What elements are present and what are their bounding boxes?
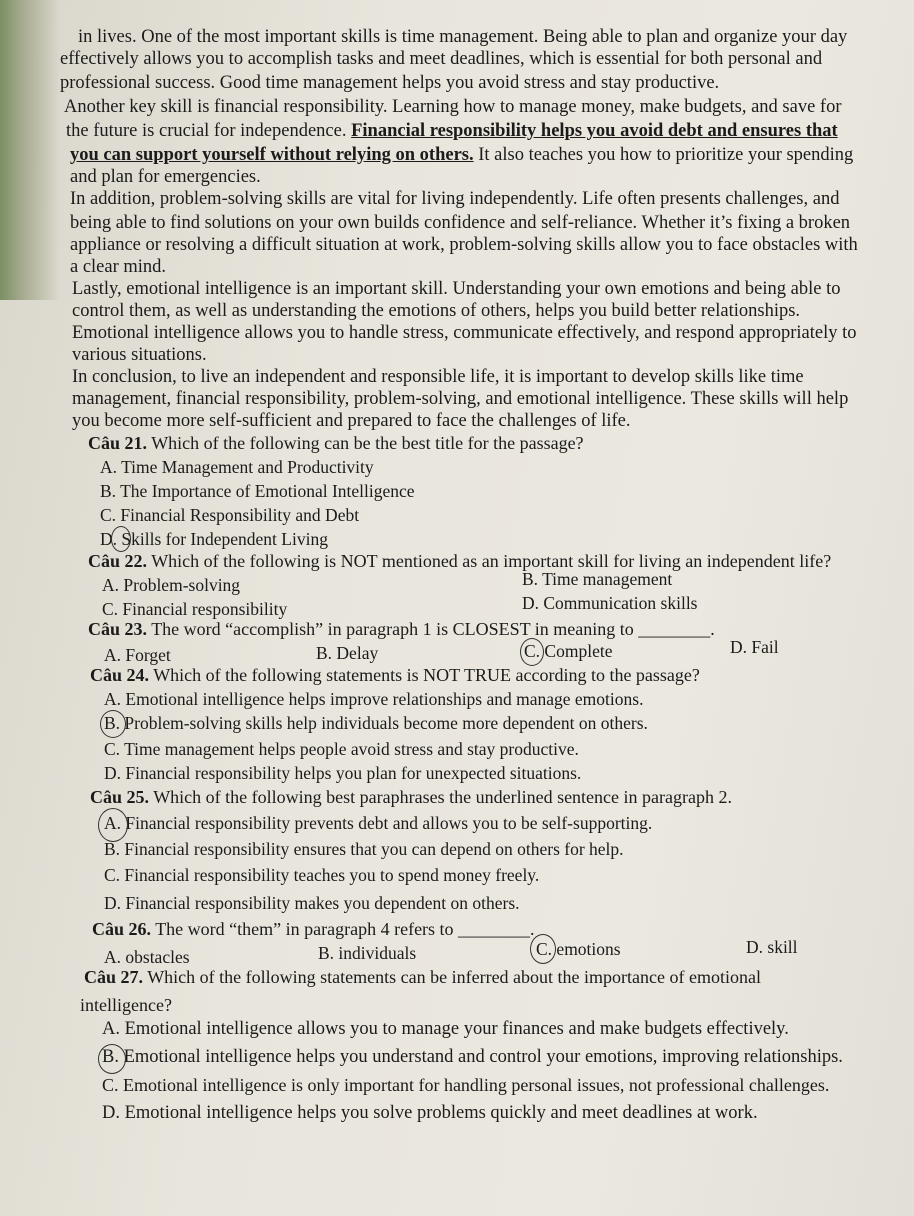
option-d[interactable]: D. Emotional intelligence helps you solve problems quickly and meet deadlines at work. [102,1103,758,1123]
question-text: Which of the following can be the best title for the passage? [147,433,584,453]
option-c[interactable]: C. Financial responsibility [102,599,288,619]
passage-line: In conclusion, to live an independent and responsible life, it is important to develop skills like time [72,367,804,387]
passage-line: professional success. Good time management helps you avoid stress and stay productive. [60,73,720,93]
answer-circle [520,638,544,666]
answer-circle [98,808,128,842]
option-b[interactable]: B. The Importance of Emotional Intelligence [100,481,415,501]
option-a[interactable]: A. Emotional intelligence allows you to manage your finances and make budgets effectively. [102,1019,789,1039]
option-a[interactable]: A. Emotional intelligence helps improve relationships and manage emotions. [104,689,644,709]
passage-line: being able to find solutions on your own builds confidence and self-reliance. Whether it’s fixing a broken [70,213,851,233]
question-27 [84,966,761,988]
question-label: Câu 27. [84,967,144,987]
question-text: Which of the following statements is NOT TRUE according to the passage? [149,665,700,685]
question-27-cont: intelligence? [80,995,172,1015]
answer-circle [111,526,131,552]
question-label: Câu 25. [90,787,150,807]
option-c[interactable]: C. emotions [536,939,621,959]
passage-line: management, financial responsibility, problem-solving, and emotional intelligence. These skills will help [72,389,849,409]
question-26 [92,918,535,940]
passage-line: you become more self-sufficient and prepared to face the challenges of life. [72,411,631,431]
question-21 [88,432,584,454]
passage-line: In addition, problem-solving skills are vital for living independently. Life often presents challenges, and [70,189,840,209]
question-text: Which of the following statements can be inferred about the importance of emotional [143,967,761,987]
passage-line: in lives. One of the most important skills is time management. Being able to plan and organize your day [78,27,848,47]
option-d[interactable]: D. Financial responsibility makes you dependent on others. [104,893,520,913]
option-b[interactable]: B. Delay [316,643,379,663]
question-text: Which of the following is NOT mentioned as an important skill for living an independent life? [147,551,832,571]
passage-line: various situations. [72,345,207,365]
passage-text: It also teaches you how to prioritize your spending [473,145,854,165]
underlined-sentence: Financial responsibility helps you avoid debt and ensures that [351,121,838,141]
question-24 [90,664,700,686]
option-c[interactable]: C. Emotional intelligence is only important for handling personal issues, not professional challenges. [102,1075,830,1095]
option-c[interactable]: C. Financial Responsibility and Debt [100,505,360,525]
question-label: Câu 24. [90,665,150,685]
option-a[interactable]: A. Time Management and Productivity [100,457,374,477]
option-c[interactable]: C. Financial responsibility teaches you to spend money freely. [104,865,540,885]
option-b[interactable]: B. Time management [522,569,673,589]
option-b[interactable]: B. individuals [318,943,417,963]
passage-line: control them, as well as understanding the emotions of others, helps you build better relationships. [72,301,801,321]
question-label: Câu 21. [88,433,148,453]
answer-circle [98,1044,126,1074]
question-25 [90,786,732,808]
answer-circle [100,710,126,738]
question-text: The word “them” in paragraph 4 refers to ________. [151,919,535,939]
option-a[interactable]: A. Financial responsibility prevents debt and allows you to be self-supporting. [104,813,653,833]
passage-line: Lastly, emotional intelligence is an important skill. Understanding your own emotions and being able to [72,279,841,299]
option-c[interactable]: C. Time management helps people avoid stress and stay productive. [104,739,579,759]
passage-line [66,120,838,142]
question-23 [88,618,715,640]
option-c[interactable]: C. Complete [524,641,613,661]
option-d[interactable]: D. Communication skills [522,593,698,613]
option-a[interactable]: A. obstacles [104,947,190,967]
option-b[interactable]: B. Financial responsibility ensures that you can depend on others for help. [104,839,624,859]
question-text: The word “accomplish” in paragraph 1 is CLOSEST in meaning to ________. [147,619,715,639]
passage-line: appliance or resolving a difficult situation at work, problem-solving skills allow you to face obstacles with [70,235,858,255]
underlined-sentence: you can support yourself without relying on others. [70,145,474,165]
background-shadow [0,0,60,300]
answer-circle [530,934,556,964]
option-a[interactable]: A. Problem-solving [102,575,241,595]
option-d[interactable]: D. Financial responsibility helps you plan for unexpected situations. [104,763,582,783]
passage-line: and plan for emergencies. [70,167,261,187]
option-d[interactable]: D. skill [746,937,798,957]
passage-line: Another key skill is financial responsibility. Learning how to manage money, make budgets, and save for [64,97,842,117]
option-a[interactable]: A. Forget [104,645,171,665]
passage-line: a clear mind. [70,257,167,277]
option-b[interactable]: B. Problem-solving skills help individuals become more dependent on others. [104,713,648,733]
option-b[interactable]: B. Emotional intelligence helps you understand and control your emotions, improving relationships. [102,1047,843,1067]
option-d[interactable]: D. Skills for Independent Living [100,529,328,549]
question-text: Which of the following best paraphrases the underlined sentence in paragraph 2. [149,787,732,807]
question-label: Câu 26. [92,919,152,939]
passage-line: Emotional intelligence allows you to handle stress, communicate effectively, and respond appropriately to [72,323,857,343]
passage-line: effectively allows you to accomplish tasks and meet deadlines, which is essential for both personal and [60,49,823,69]
question-label: Câu 23. [88,619,148,639]
question-label: Câu 22. [88,551,148,571]
option-d[interactable]: D. Fail [730,637,779,657]
passage-line [70,144,853,166]
question-22 [88,550,831,572]
passage-text: the future is crucial for independence. [66,121,352,141]
